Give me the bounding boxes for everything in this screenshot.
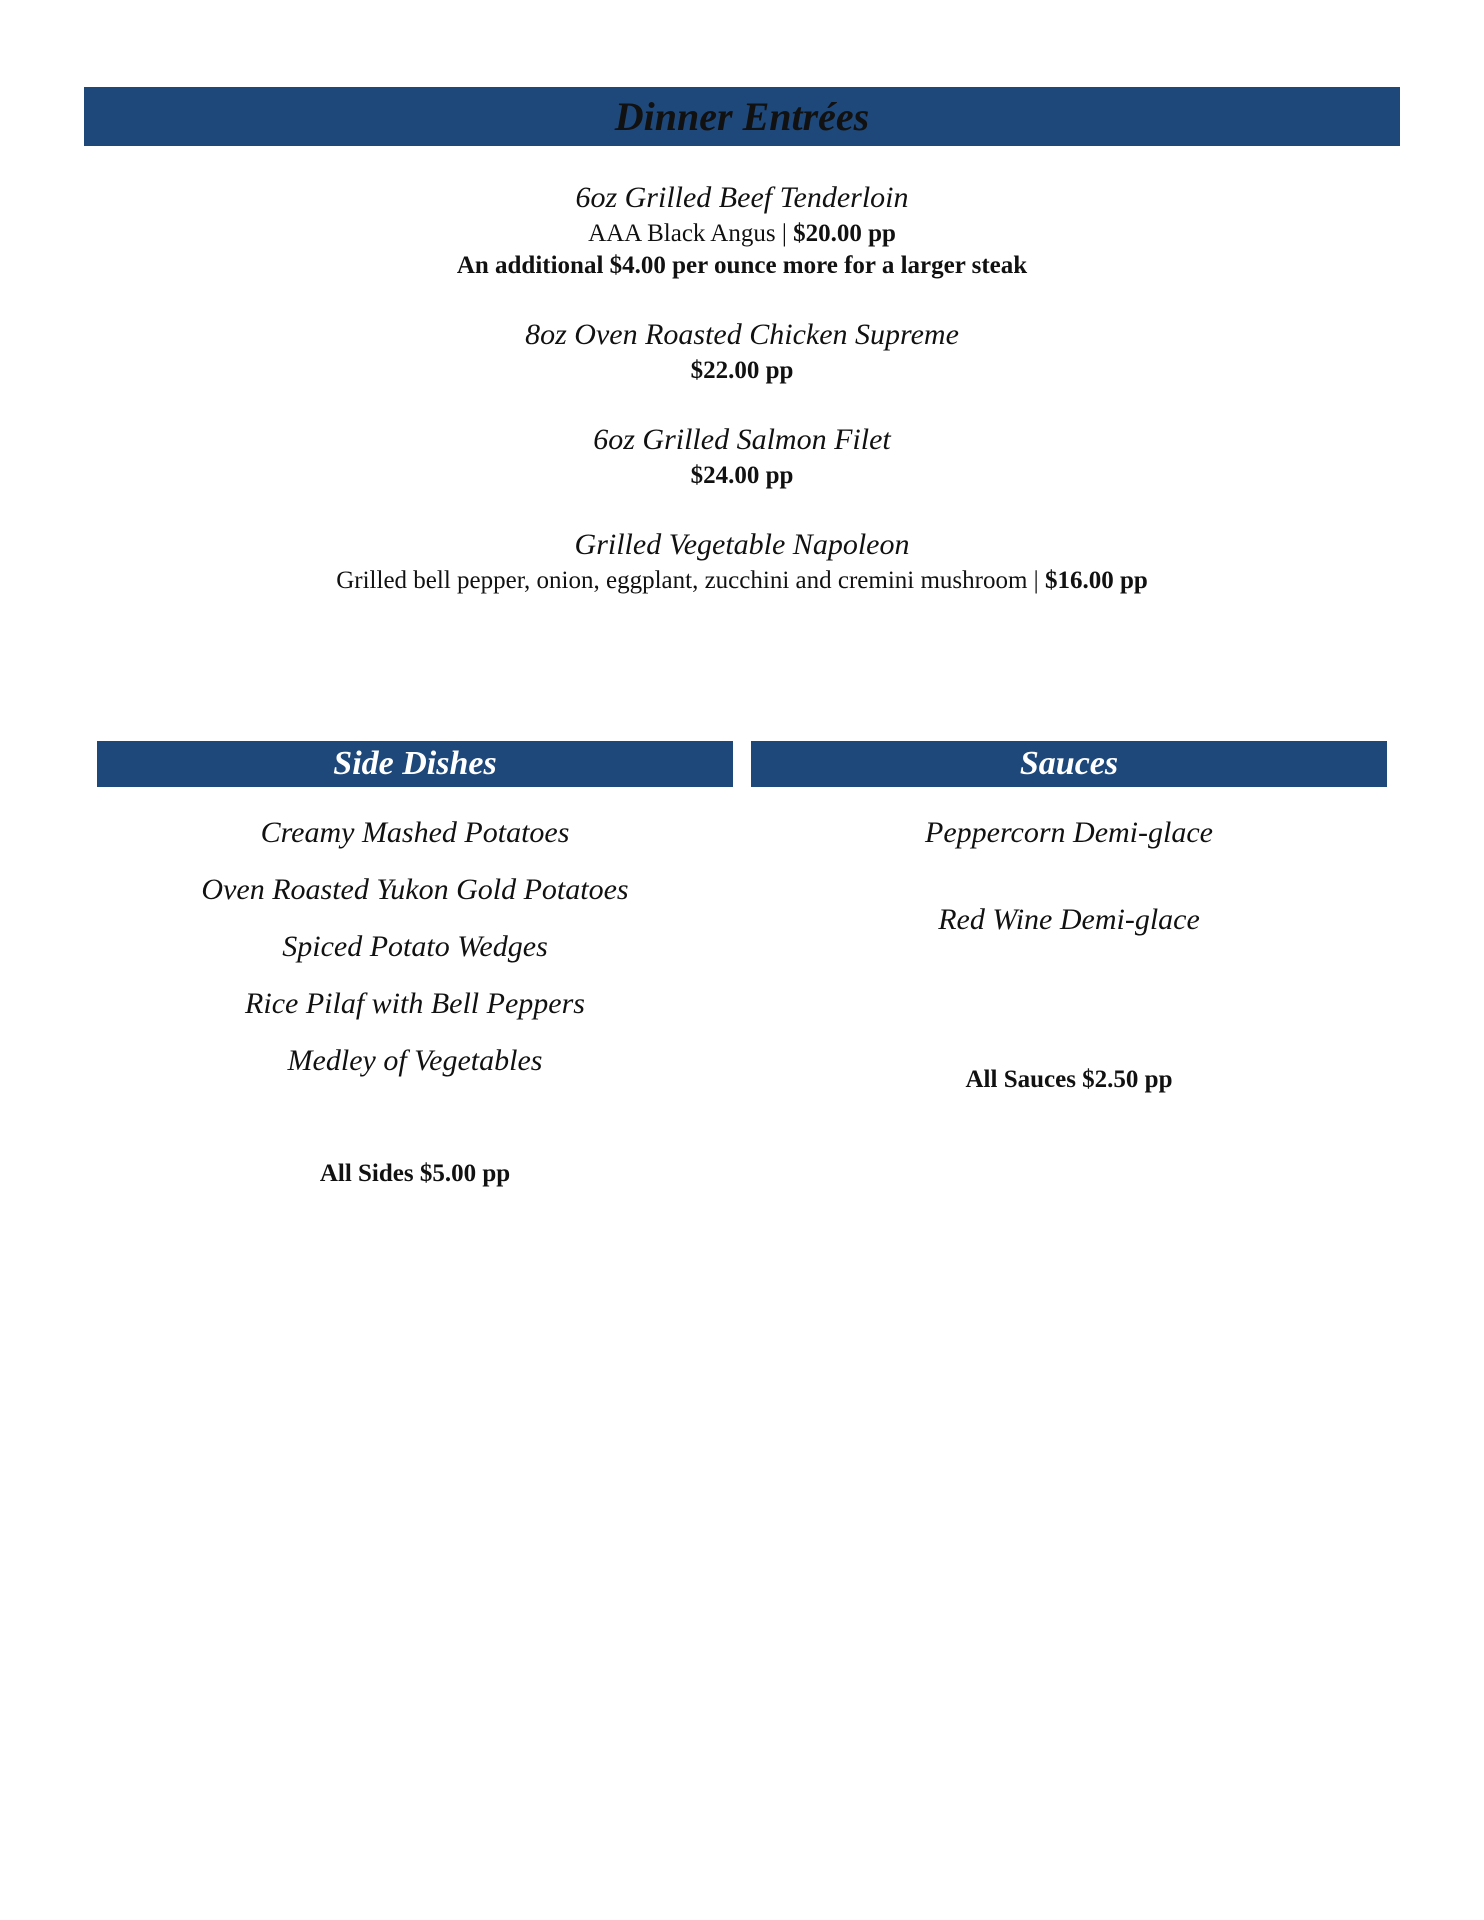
sauces-price-note: All Sauces $2.50 pp (965, 1066, 1173, 1093)
entree-separator: | (775, 220, 794, 247)
entree-item (84, 315, 1400, 387)
entree-name: Grilled Vegetable Napoleon (574, 528, 910, 561)
entree-detail (84, 218, 1400, 250)
side-dishes-list (97, 813, 733, 1098)
entree-item (84, 420, 1400, 492)
entree-note: An additional $4.00 per ounce more for a larger steak (456, 252, 1028, 279)
entree-name: 8oz Oven Roasted Chicken Supreme (525, 318, 959, 351)
side-dish-item: Spiced Potato Wedges (282, 930, 548, 963)
side-dish-item: Medley of Vegetables (287, 1044, 543, 1077)
side-dish-item: Creamy Mashed Potatoes (260, 816, 570, 849)
entree-item (84, 178, 1400, 282)
sauces-list (751, 813, 1387, 987)
entree-description: Grilled bell pepper, onion, eggplant, zucchini and cremini mushroom (336, 567, 1028, 594)
entrees-list (84, 178, 1400, 630)
entree-price: $20.00 pp (793, 220, 896, 247)
side-dish-item: Oven Roasted Yukon Gold Potatoes (201, 873, 629, 906)
entree-description: AAA Black Angus (588, 220, 776, 247)
sides-price-note: All Sides $5.00 pp (319, 1160, 511, 1187)
side-dishes-banner (97, 741, 733, 787)
entree-separator: | (1027, 567, 1045, 594)
entree-price: $16.00 pp (1044, 567, 1148, 594)
sauces-banner (751, 741, 1387, 787)
entree-item (84, 525, 1400, 597)
side-dish-item: Rice Pilaf with Bell Peppers (245, 987, 585, 1020)
entree-price: $24.00 pp (690, 462, 794, 489)
entree-price: $22.00 pp (690, 357, 794, 384)
dinner-entrees-banner (84, 87, 1400, 146)
entree-name: 6oz Grilled Beef Tenderloin (575, 181, 909, 214)
side-dishes-title: Side Dishes (333, 745, 497, 782)
dinner-entrees-title: Dinner Entrées (614, 94, 870, 139)
sauce-item: Peppercorn Demi-glace (925, 816, 1213, 849)
entree-detail (84, 565, 1400, 597)
entree-name: 6oz Grilled Salmon Filet (593, 423, 891, 456)
sauces-title: Sauces (1019, 745, 1119, 782)
sauce-item: Red Wine Demi-glace (938, 903, 1200, 936)
